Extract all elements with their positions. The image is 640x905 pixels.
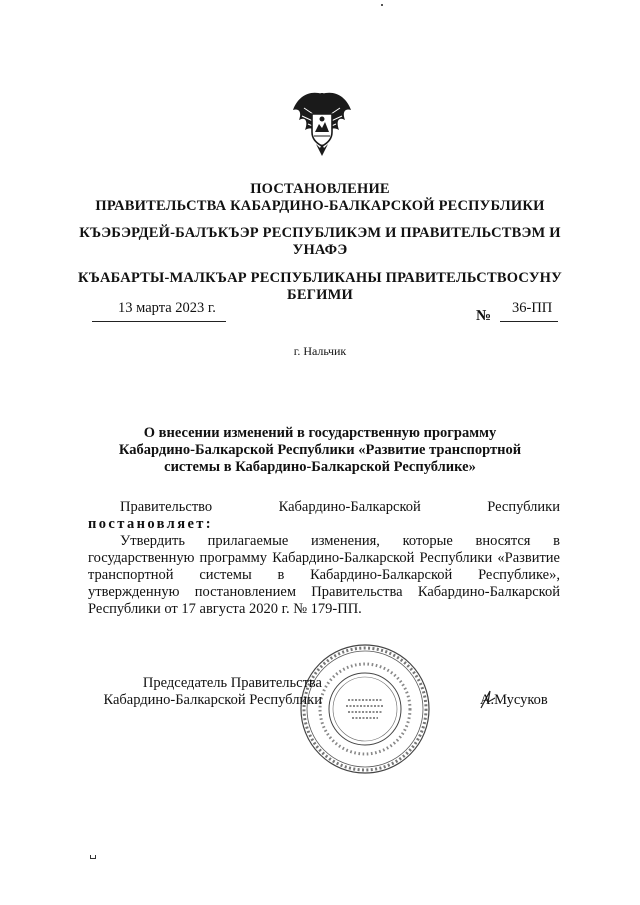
number-sign: № bbox=[476, 308, 492, 324]
signatory-position bbox=[92, 675, 322, 709]
heading-line: ПОСТАНОВЛЕНИЕ bbox=[250, 181, 390, 197]
signatory-name: А.Мусуков bbox=[480, 692, 548, 708]
resolves-text: постановляет: bbox=[88, 516, 214, 532]
title-line: О внесении изменений в государственную программу bbox=[143, 425, 497, 441]
document-type-heading bbox=[0, 181, 640, 215]
heading-balkar bbox=[0, 270, 640, 304]
number-underline bbox=[500, 321, 558, 322]
position-line: Председатель Правительства bbox=[142, 675, 322, 691]
heading-line: ПРАВИТЕЛЬСТВА КАБАРДИНО-БАЛКАРСКОЙ РЕСПУБЛИКИ bbox=[95, 198, 545, 214]
resolution-paragraph: Утвердить прилагаемые изменения, которые вносятся в государственную программу Кабардино-Балкарской Республики «Развитие транспортной системы в Кабардино-Балкарской Республике», утвержденную постановлением Правительства Кабардино-Балкарской Республики от 17 августа 2020 г. № 179-ПП. bbox=[88, 533, 560, 617]
heading-line: КЪАБАРТЫ-МАЛКЪАР РЕСПУБЛИКАНЫ ПРАВИТЕЛЬСТВОСУНУ bbox=[78, 270, 562, 286]
heading-kabardian bbox=[0, 225, 640, 259]
date-underline bbox=[92, 321, 226, 322]
title-line: Кабардино-Балкарской Республики «Развитие транспортной bbox=[118, 442, 522, 458]
heading-line: УНАФЭ bbox=[292, 242, 348, 258]
coat-of-arms-emblem bbox=[290, 86, 354, 158]
heading-line: КЪЭБЭРДЕЙ-БАЛЪКЪЭР РЕСПУБЛИКЭМ И ПРАВИТЕЛЬСТВЭМ И bbox=[79, 225, 561, 241]
preamble-text: Правительство Кабардино-Балкарской Республики bbox=[120, 499, 560, 515]
document-date: 13 марта 2023 г. bbox=[118, 300, 216, 316]
position-line: Кабардино-Балкарской Республики bbox=[103, 692, 322, 708]
official-seal-stamp bbox=[298, 642, 432, 776]
date-number-row bbox=[0, 300, 640, 328]
title-line: системы в Кабардино-Балкарской Республике» bbox=[164, 459, 476, 475]
scan-mark bbox=[90, 855, 96, 859]
scan-speck bbox=[381, 4, 383, 6]
document-city: г. Нальчик bbox=[293, 344, 347, 358]
document-number: 36-ПП bbox=[512, 300, 553, 316]
document-title bbox=[80, 425, 560, 476]
heading-line: БЕГИМИ bbox=[287, 287, 353, 303]
